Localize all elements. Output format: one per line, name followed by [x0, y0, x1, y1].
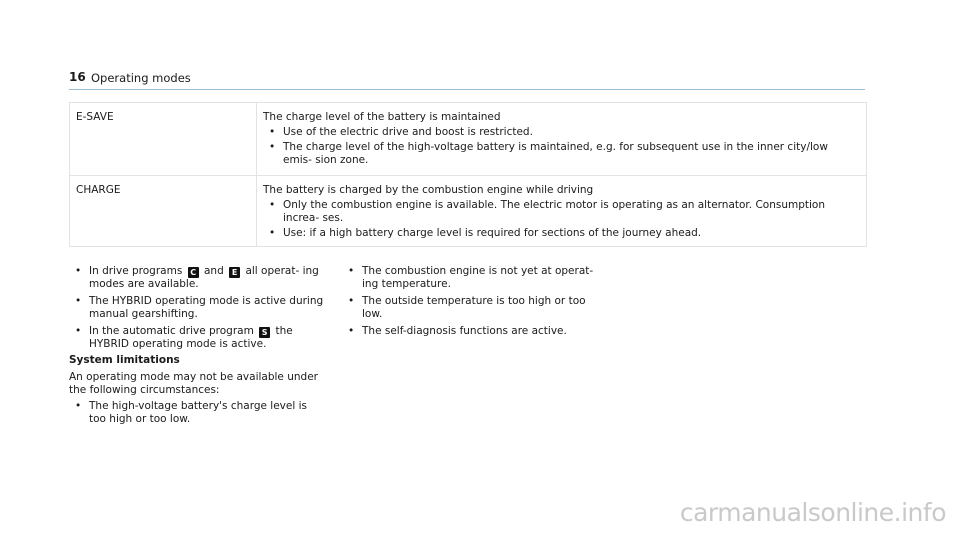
list-item: • Only the combustion engine is available. The electric motor is operating as an alternator. Consumption increa- ses.	[263, 199, 860, 225]
text-fragment: In the automatic drive program	[89, 324, 254, 337]
text-fragment: In drive programs	[89, 265, 183, 277]
mode-name: E-SAVE	[70, 103, 257, 175]
drive-program-s-icon: S	[259, 327, 270, 338]
intro-text: An operating mode may not be available under the following circumstances:	[69, 370, 318, 397]
list-item	[69, 265, 327, 292]
bullet-list	[342, 265, 602, 338]
page-header	[69, 70, 865, 90]
mode-description-text: The battery is charged by the combustion engine while driving	[263, 184, 594, 196]
text-fragment: all operat- ing modes are available.	[89, 265, 319, 291]
list-item: • The outside temperature is too high or too low.	[342, 295, 602, 322]
list-item: • Use of the electric drive and boost is restricted.	[263, 126, 860, 139]
drive-program-c-icon: C	[188, 267, 199, 278]
watermark: carmanualsonline.info	[679, 498, 946, 527]
mode-description	[257, 176, 866, 246]
list-item: • Use: if a high battery charge level is required for sections of the journey ahead.	[263, 227, 860, 240]
bullet-list	[69, 400, 327, 427]
mode-description-text: The charge level of the battery is maintained	[263, 111, 501, 123]
section-heading: System limitations	[69, 354, 180, 367]
bullet-list	[69, 265, 327, 351]
list-item	[69, 325, 327, 352]
mode-bullet-list	[263, 126, 860, 167]
list-item: • The charge level of the high-voltage battery is maintained, e.g. for subsequent use in the inner city/low emis- sion zone.	[263, 141, 860, 167]
table-row	[70, 103, 866, 176]
drive-program-e-icon: E	[229, 267, 240, 278]
mode-bullet-list	[263, 199, 860, 240]
right-column	[342, 263, 602, 341]
operating-modes-table	[69, 102, 867, 247]
left-column	[69, 263, 327, 429]
list-item: • The high-voltage battery's charge level is too high or too low.	[69, 400, 327, 427]
page-number: 16	[69, 70, 86, 84]
mode-name: CHARGE	[70, 176, 257, 246]
text-fragment: the HYBRID operating mode is active.	[89, 324, 293, 351]
text-fragment: and	[203, 265, 224, 277]
mode-description	[257, 103, 866, 175]
table-row	[70, 176, 866, 246]
page-title: Operating modes	[91, 71, 191, 85]
list-item: • The combustion engine is not yet at operat- ing temperature.	[342, 265, 602, 292]
list-item: • The HYBRID operating mode is active during manual gearshifting.	[69, 295, 327, 322]
list-item: • The self-diagnosis functions are active.	[342, 325, 602, 338]
